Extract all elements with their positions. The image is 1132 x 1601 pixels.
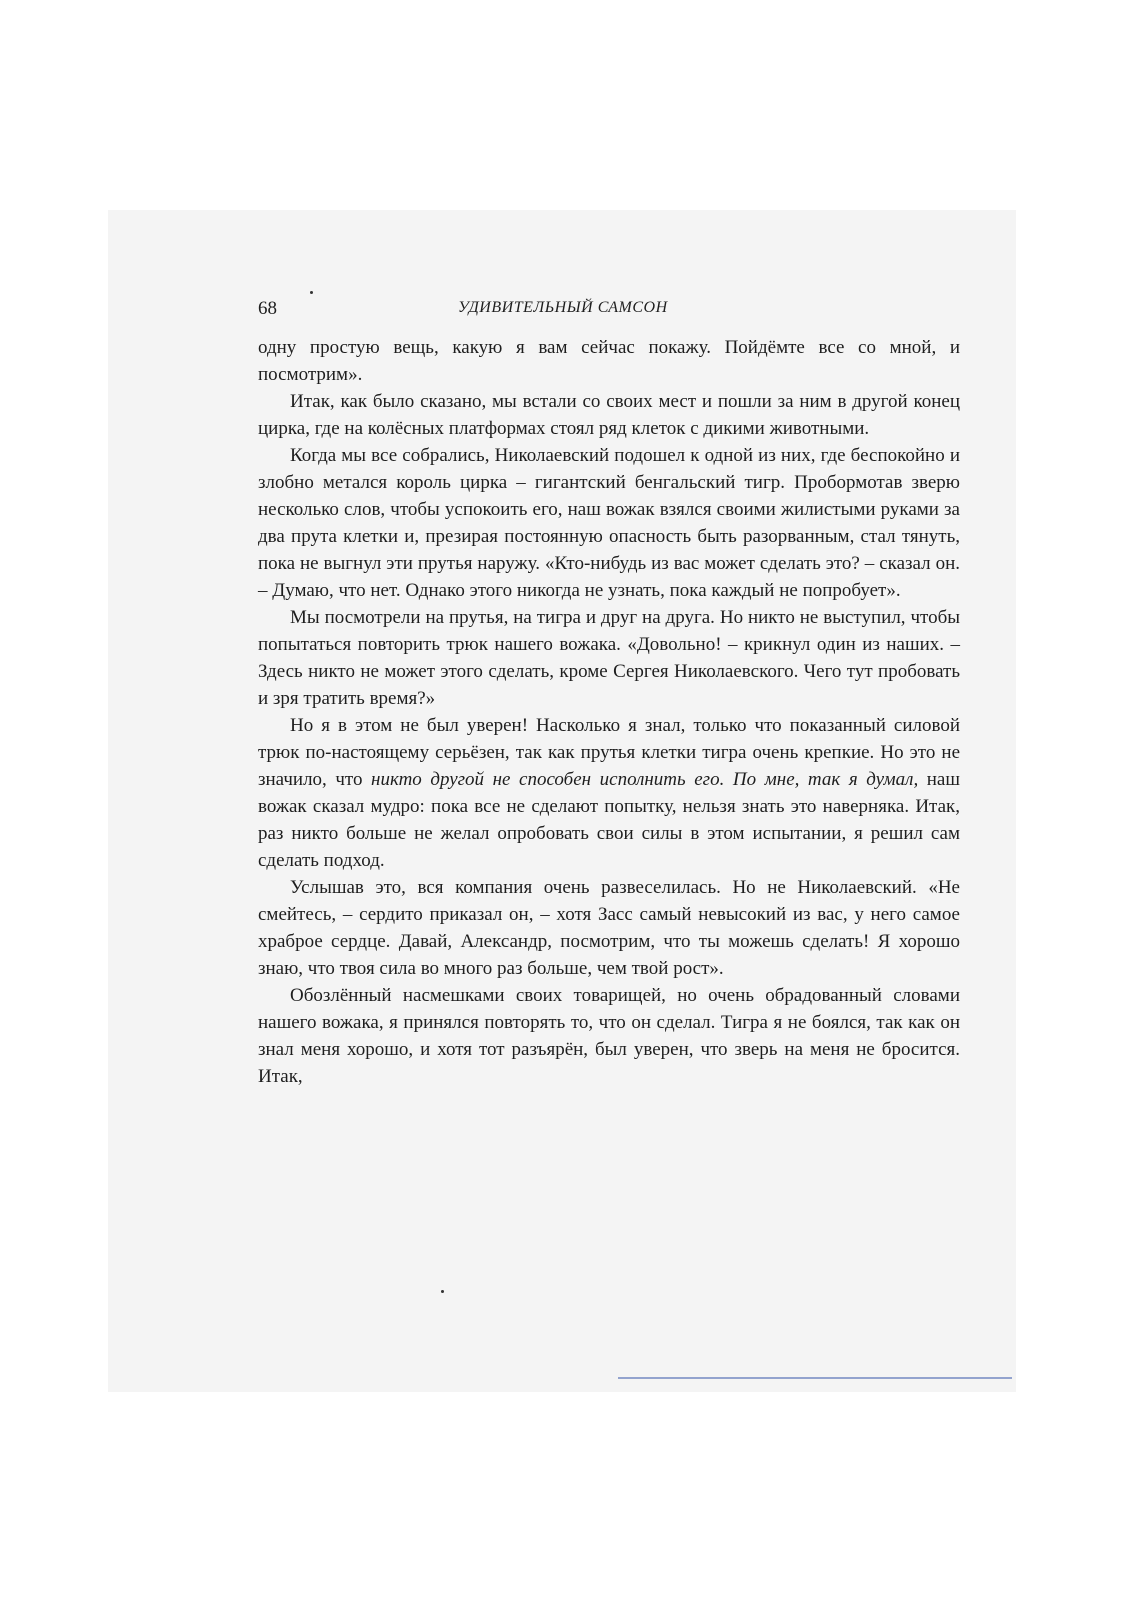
paragraph-text: Но я в этом не был уверен! Насколько я знал, только что показанный силовой трюк по-настоящему серьёзен, так как прутья клетки тигра очень крепкие. Но это не значило, что [258, 715, 960, 790]
paragraph: Итак, как было сказано, мы встали со своих мест и пошли за ним в другой конец цирка, где на колёсных платформах стоял ряд клеток с дикими животными. [258, 391, 960, 439]
paragraph: Когда мы все собрались, Николаевский подошел к одной из них, где беспокойно и злобно метался король цирка – гигантский бенгальский тигр. Пробормотав зверю несколько слов, чтобы успокоить его, наш вожак взялся своими жилистыми руками за два прута клетки и, презирая постоянную опасность быть разорванным, стал тянуть, пока не выгнул эти прутья наружу. «Кто-нибудь из вас может сделать это? – сказал он. – Думаю, что нет. Однако этого никогда не узнать, пока каждый не попробует». [258, 445, 960, 601]
paragraph: Услышав это, вся компания очень развеселилась. Но не Николаевский. «Не смейтесь, – сердито приказал он, – хотя Засс самый невысокий из вас, у него самое храброе сердце. Давай, Александр, посмотрим, что ты можешь сделать! Я хорошо знаю, что твоя сила во много раз больше, чем твой рост». [258, 877, 960, 979]
scan-speck [310, 291, 313, 294]
paragraph: одну простую вещь, какую я вам сейчас покажу. Пойдёмте все со мной, и посмотрим». [258, 337, 960, 385]
page-header [258, 298, 958, 322]
paragraph-text: наш вожак сказал мудро: пока все не сделают попытку, нельзя знать это наверняка. Итак, раз никто больше не желал опробовать свои силы в этом испытании, я решил сам сделать подход. [258, 769, 960, 871]
paragraph [258, 712, 960, 874]
scan-speck [441, 1290, 444, 1293]
running-title: УДИВИТЕЛЬНЫЙ САМСОН [458, 299, 668, 316]
paragraph: Мы посмотрели на прутья, на тигра и друг на друга. Но никто не выступил, чтобы попытаться повторить трюк нашего вожака. «Довольно! – крикнул один из наших. – Здесь никто не может этого сделать, кроме Сергея Николаевского. Чего тут пробовать и зря тратить время?» [258, 607, 960, 709]
page-number: 68 [258, 298, 277, 319]
scan-edge-line [618, 1377, 1012, 1379]
paragraph: Обозлённый насмешками своих товарищей, но очень обрадованный словами нашего вожака, я принялся повторять то, что он сделал. Тигра я не боялся, так как он знал меня хорошо, и хотя тот разъярён, был уверен, что зверь на меня не бросится. Итак, [258, 985, 960, 1087]
italic-text: никто другой не способен исполнить его. По мне, так я думал, [371, 769, 919, 790]
page-body-text [258, 334, 960, 1090]
